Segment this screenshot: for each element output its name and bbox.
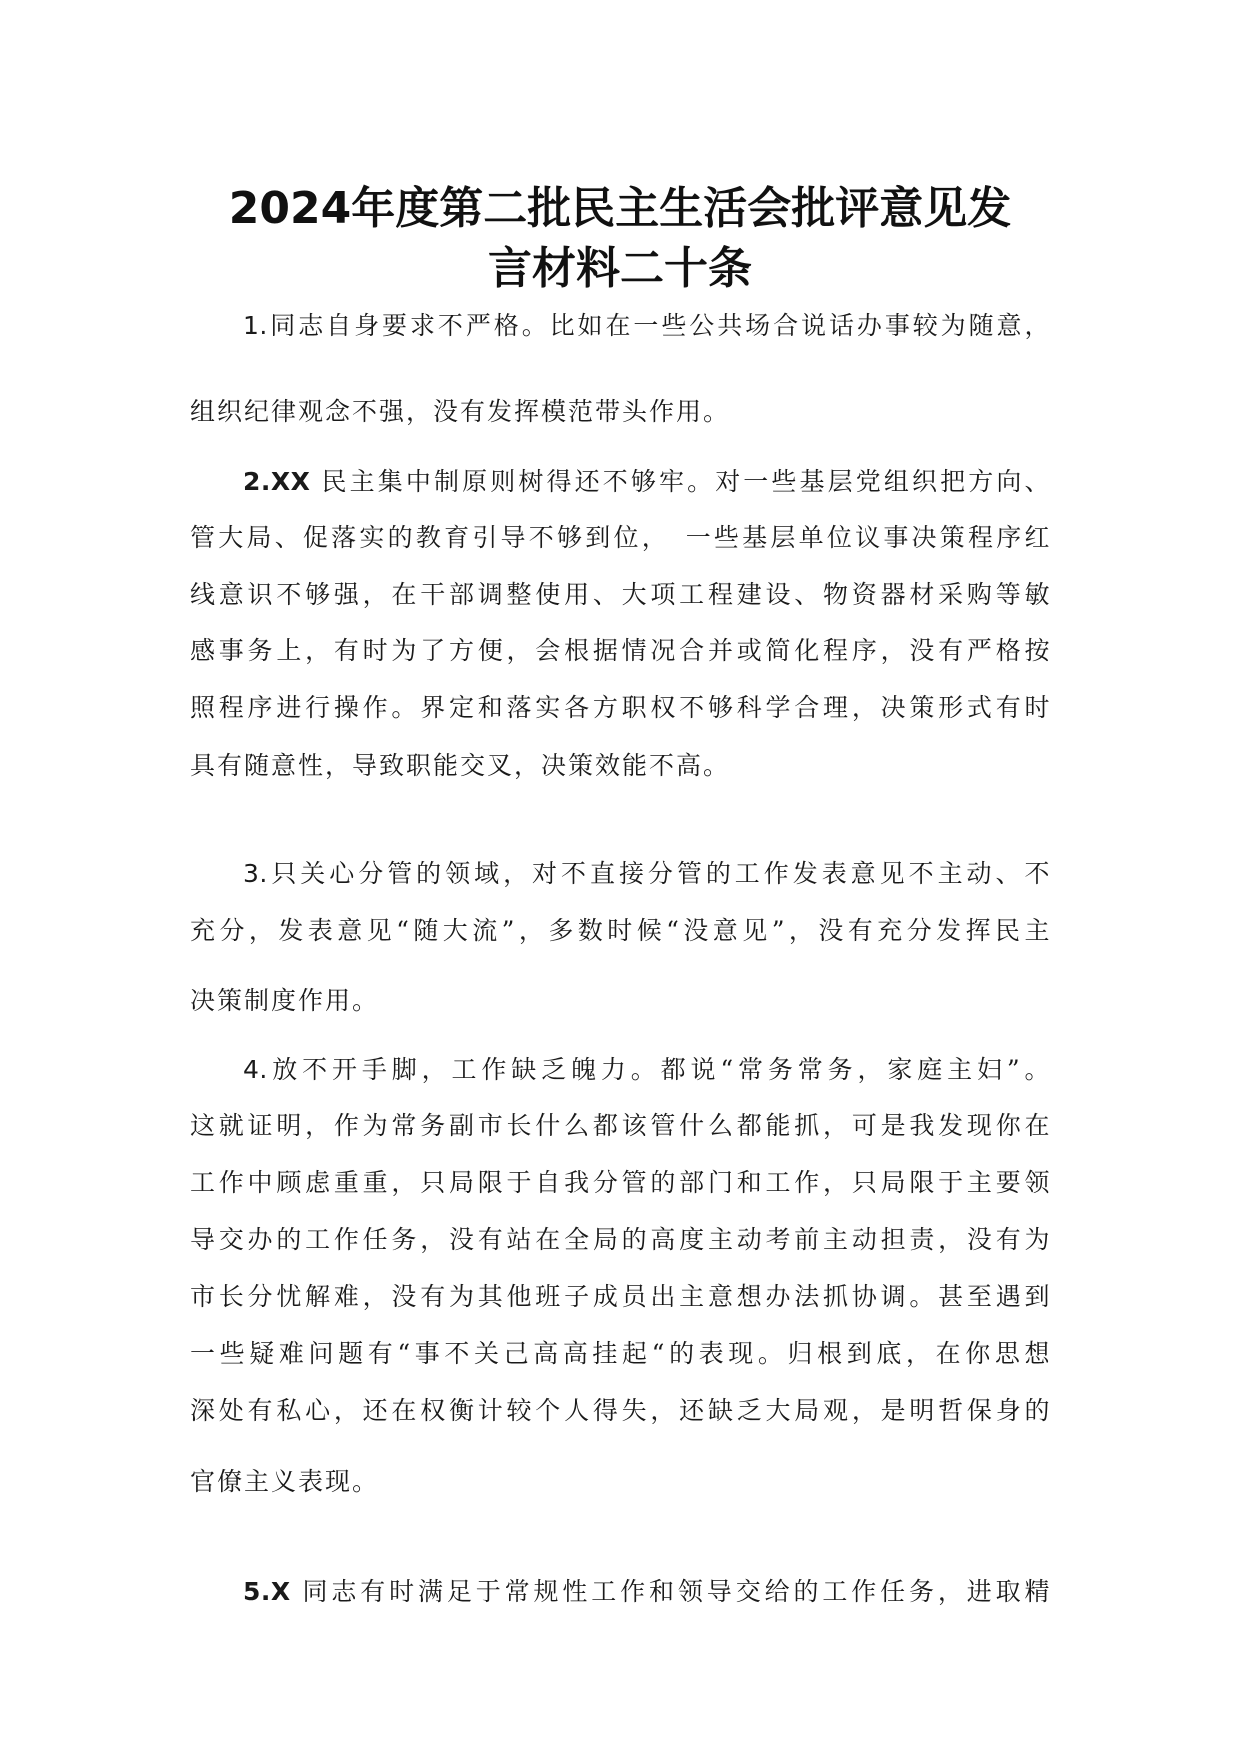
paragraph-2-line-3: 线意识不够强，在干部调整使用、大项工程建设、物资器材采购等敏 (190, 580, 1050, 609)
paragraph-3-number: 3. (243, 859, 268, 888)
paragraph-4-line-7: 深处有私心，还在权衡计较个人得失，还缺乏大局观，是明哲保身的 (190, 1396, 1050, 1425)
paragraph-1-line-2: 组织纪律观念不强，没有发挥模范带头作用。 (190, 397, 731, 426)
paragraph-4-line-2: 这就证明，作为常务副市长什么都该管什么都能抓，可是我发现你在 (190, 1111, 1050, 1140)
paragraph-2-line-2: 管大局、促落实的教育引导不够到位， 一些基层单位议事决策程序红 (190, 523, 1050, 552)
paragraph-2-number: 2.XX (243, 467, 311, 496)
paragraph-5-line-1: 5.X 同志有时满足于常规性工作和领导交给的工作任务，进取精 (243, 1577, 1050, 1606)
paragraph-2-line-4: 感事务上，有时为了方便，会根据情况合并或简化程序，没有严格按 (190, 636, 1050, 665)
paragraph-1-line-1: 1.同志自身要求不严格。比如在一些公共场合说话办事较为随意， (243, 311, 1050, 340)
paragraph-3-line-1: 3.只关心分管的领域，对不直接分管的工作发表意见不主动、不 (243, 859, 1050, 888)
document-title-line-2: 言材料二十条 (488, 243, 752, 294)
paragraph-4-line-6: 一些疑难问题有“事不关己高高挂起“的表现。归根到底，在你思想 (190, 1339, 1050, 1368)
paragraph-2-line-6: 具有随意性，导致职能交叉，决策效能不高。 (190, 751, 731, 780)
paragraph-4-line-8: 官僚主义表现。 (190, 1467, 380, 1496)
paragraph-2-line-1: 2.XX 民主集中制原则树得还不够牢。对一些基层党组织把方向、 (243, 467, 1050, 496)
paragraph-4-line-5: 市长分忧解难，没有为其他班子成员出主意想办法抓协调。甚至遇到 (190, 1282, 1050, 1311)
paragraph-5-number: 5.X (243, 1577, 291, 1606)
paragraph-4-number: 4. (243, 1055, 268, 1084)
paragraph-4-line-3: 工作中顾虑重重，只局限于自我分管的部门和工作，只局限于主要领 (190, 1168, 1050, 1197)
paragraph-2-line-5: 照程序进行操作。界定和落实各方职权不够科学合理，决策形式有时 (190, 693, 1050, 722)
paragraph-4-line-1: 4.放不开手脚，工作缺乏魄力。都说“常务常务，家庭主妇”。 (243, 1055, 1050, 1084)
paragraph-4-line-4: 导交办的工作任务，没有站在全局的高度主动考前主动担责，没有为 (190, 1225, 1050, 1254)
paragraph-3-line-3: 决策制度作用。 (190, 986, 380, 1015)
paragraph-3-line-2: 充分，发表意见“随大流”，多数时候“没意见”，没有充分发挥民主 (190, 916, 1050, 945)
paragraph-1-number: 1. (243, 311, 268, 340)
document-title-line-1: 2024年度第二批民主生活会批评意见发 (228, 183, 1012, 234)
